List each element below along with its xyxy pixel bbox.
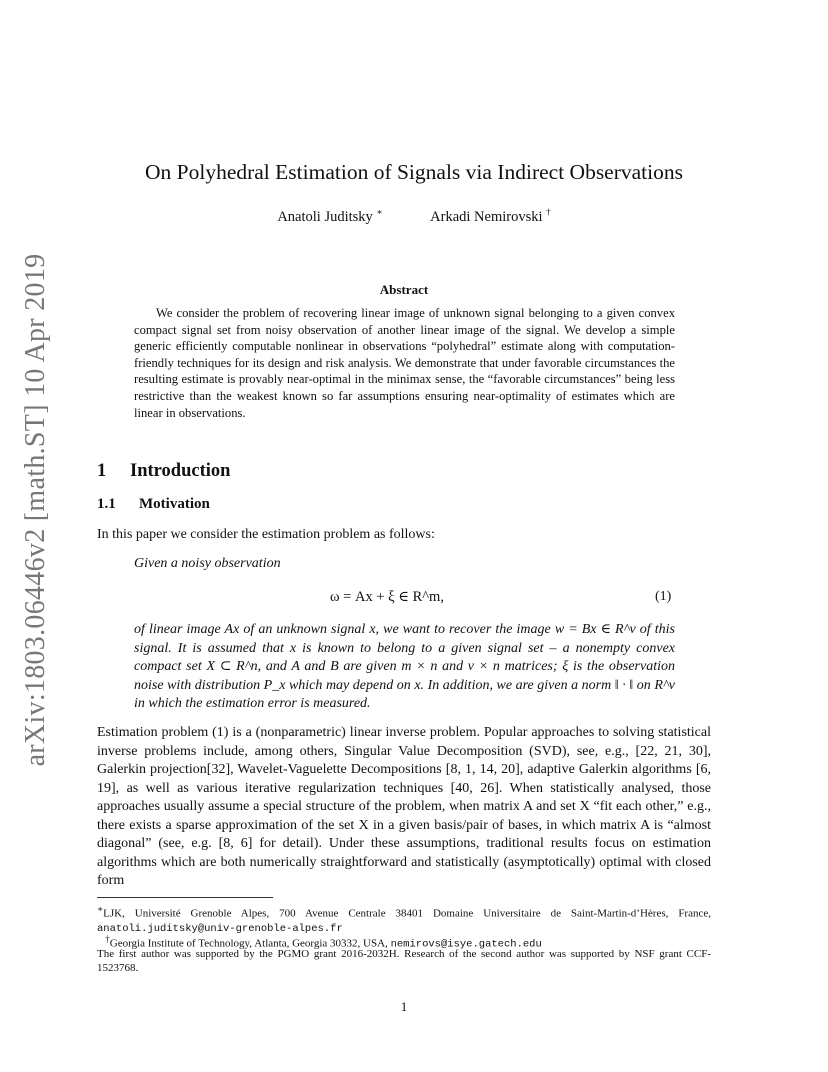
abstract-heading: Abstract [379, 282, 429, 297]
intro-sentence: In this paper we consider the estimation problem as follows: [97, 527, 435, 542]
author-2-email[interactable]: nemirovs@isye.gatech.edu [390, 938, 542, 951]
footnote-rule [97, 897, 273, 898]
author-1: Anatoli Juditsky ∗ [277, 207, 383, 225]
footnote-2: †Georgia Institute of Technology, Atlanta, Georgia 30332, USA, nemirovs@isye.gatech.edu [105, 934, 542, 951]
abstract-text: We consider the problem of recovering linear image of unknown signal belonging to a given convex compact signal set from noisy observation of another linear image of the signal. We develop a simple generic efficiently computable nonlinear in observations “polyhedral” estimate along with computation-friendly techniques for its design and risk analysis. We demonstrate that under favorable circumstances the resulting estimate is provably near-optimal in the minimax sense, the “favorable circumstances” being less restrictive than the weakest known so far assumptions ensuring near-optimality of estimates which are linear in observations. [134, 306, 675, 420]
equation-number: (1) [655, 589, 672, 604]
subsection-heading: 1.1 Motivation [97, 496, 210, 512]
section-heading: 1 Introduction [97, 461, 231, 481]
body-paragraph: Estimation problem (1) is a (nonparametric) linear inverse problem. Popular approaches to solving statistical inverse problems include, among others, Singular Value Decomposition (SVD), see, e.g., [22, 21, 30], Galerkin projection[32], Wavelet-Vaguelette Decompositions [8, 1, 14, 20], adaptive Galerkin algorithms [6, 19], as well as various iterative regularization techniques [40, 26]. When statistically analysed, those approaches usually assume a special structure of the problem, when matrix A and set X “fit each other,” e.g., there exists a sparse approximation of the set X in a given basis/pair of bases, in which matrix A is “almost diagonal” (see, e.g. [8, 6] for detail). Under these assumptions, traditional results focus on estimation algorithms which are both numerically straightforward and statistically (asymptotically) optimal with closed form [97, 725, 711, 888]
problem-statement: of linear image Ax of an unknown signal x, we want to recover the image w = Bx ∈ R^ν of this signal. It is assumed that x is known to belong to a given signal set – a nonempty convex compact set X ⊂ R^n, and A and B are given m × n and ν × n matrices; ξ is the observation noise with distribution P_x which may depend on x. In addition, we are given a norm ‖ · ‖ on R^ν in which the estimation error is measured. [134, 622, 675, 711]
paper-title: On Polyhedral Estimation of Signals via Indirect Observations [144, 160, 683, 184]
footnote-1: ∗LJK, Université Grenoble Alpes, 700 Avenue Centrale 38401 Domaine Universitaire de Saint-Martin-d’Hères, France, anatoli.juditsky@univ-grenoble-alpes.fr [97, 904, 711, 935]
author-list [0, 207, 828, 226]
arxiv-id: arXiv:1803.06446v2 [math.ST] 10 Apr 2019 [20, 253, 51, 767]
given-line: Given a noisy observation [134, 556, 281, 571]
equation-1: ω = Ax + ξ ∈ R^m, [330, 589, 444, 605]
author-1-email[interactable]: anatoli.juditsky@univ-grenoble-alpes.fr [97, 922, 343, 935]
funding-note: The first author was supported by the PGMO grant 2016-2032H. Research of the second author was supported by NSF grant CCF-1523768. [97, 948, 711, 975]
arxiv-sidebar-stamp [16, 253, 56, 767]
author-2: Arkadi Nemirovski † [430, 207, 551, 225]
page-number: 1 [400, 999, 408, 1014]
